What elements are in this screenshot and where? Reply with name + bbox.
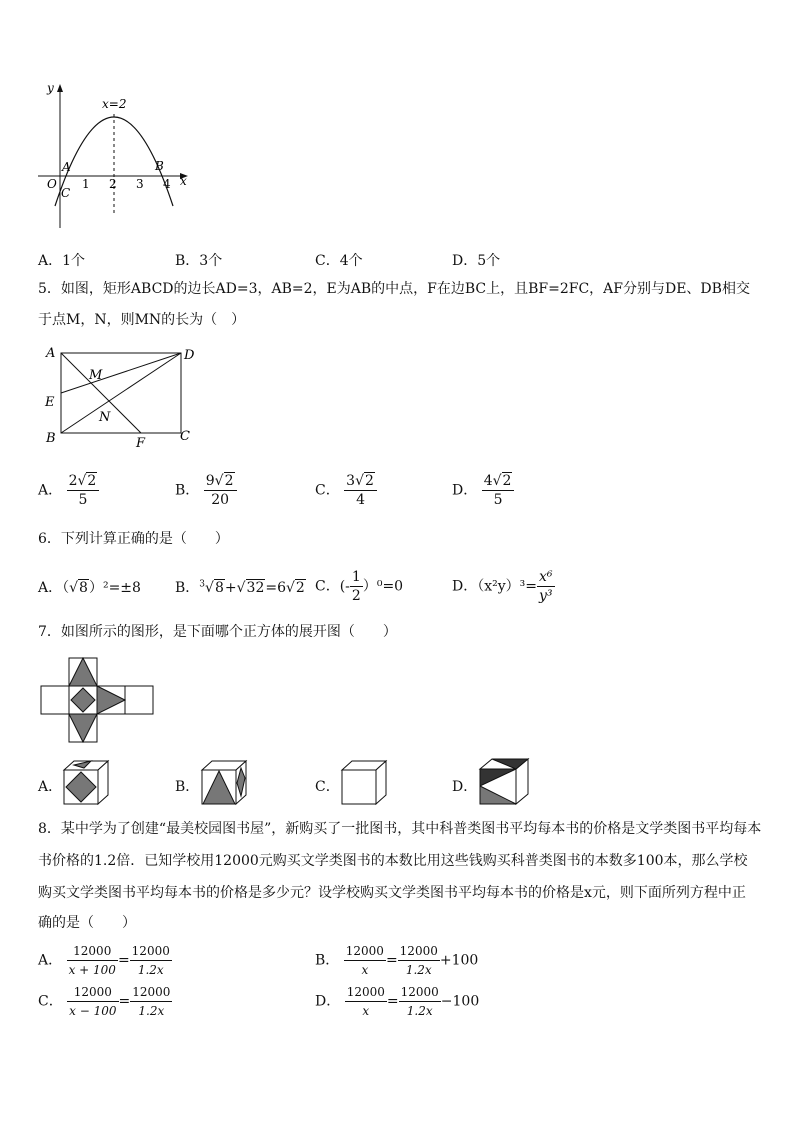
tick-1: 1	[82, 177, 90, 191]
fraction	[537, 568, 555, 605]
label-c: C	[180, 429, 190, 444]
q4-option-d[interactable]	[452, 250, 500, 270]
numerator: 12000	[130, 942, 172, 961]
q6-option-a[interactable]: A．（√8）²=±8	[38, 580, 141, 596]
q8-option-b[interactable]	[315, 942, 478, 979]
coefficient: 2	[68, 473, 78, 489]
q7-option-b-label[interactable]: B．	[175, 779, 200, 795]
numerator: 12000	[344, 942, 386, 961]
q5-option-a[interactable]	[38, 472, 99, 509]
label-f: F	[136, 436, 146, 451]
option-text: 5个	[477, 253, 501, 269]
option-letter: A．	[38, 482, 63, 499]
cube-option-d[interactable]	[476, 756, 534, 808]
radicand: 2	[502, 473, 512, 489]
radicand: 2	[224, 473, 234, 489]
fraction: $\frac{4√2}{5}$	[482, 472, 515, 509]
q4-option-a[interactable]	[38, 250, 85, 270]
coefficient: 3	[346, 473, 356, 489]
fraction-right	[399, 983, 441, 1020]
q7-option-d-label[interactable]: D．	[452, 779, 478, 795]
numerator: 12000	[399, 983, 441, 1002]
q8-question-line-4: 确的是（ ）	[38, 915, 136, 931]
symmetry-label: x=2	[102, 97, 127, 111]
expression-tail: ）⁰=0	[362, 578, 404, 595]
cube-option-b[interactable]	[198, 758, 250, 808]
q7-option-c-label[interactable]: C．	[315, 779, 340, 795]
expression-head: （x²y）³=	[477, 578, 537, 595]
denominator: 5	[493, 492, 503, 508]
equals-sign: =	[117, 952, 130, 969]
radicand: 8	[79, 580, 88, 596]
plus-sign: +	[224, 580, 237, 596]
fraction: $\frac{9√2}{20}$	[204, 472, 237, 509]
denominator: 1.2x	[405, 963, 432, 977]
radicand: 2	[365, 473, 374, 489]
q6-option-c[interactable]	[315, 568, 403, 605]
denominator: 4	[356, 492, 366, 508]
cube-option-c[interactable]	[338, 758, 390, 808]
numerator: 12000	[130, 983, 172, 1002]
fraction-left	[345, 983, 387, 1020]
q7-question-text: 7．如图所示的图形，是下面哪个正方体的展开图（ ）	[38, 624, 397, 640]
option-letter: C．	[315, 578, 340, 595]
fraction-left	[67, 983, 118, 1020]
radicand: 2	[295, 580, 305, 596]
option-letter: B．	[175, 482, 200, 499]
numerator: 12000	[67, 942, 118, 961]
fraction: $\frac{2√2}{5}$	[67, 472, 100, 509]
open-paren: (-	[339, 578, 350, 595]
option-letter: C．	[315, 253, 340, 269]
net-square-far-right	[125, 686, 153, 714]
q8-question-line-1: 8．某中学为了创建“最美校园图书屋”，新购买了一批图书，其中科普类图书平均每本书的价格是文学类图书平均每本	[38, 821, 762, 837]
denominator: 1.2x	[137, 963, 164, 977]
label-n: N	[99, 410, 111, 425]
option-letter: D．	[452, 482, 478, 499]
label-a: A	[46, 346, 56, 361]
label-m: M	[89, 368, 103, 383]
cube-net-figure	[36, 655, 158, 747]
label-d: D	[184, 348, 195, 363]
option-letter: A．	[38, 253, 63, 269]
numerator: x⁶	[537, 568, 555, 587]
option-letter: C．	[315, 482, 340, 499]
option-letter: C．	[38, 993, 63, 1010]
equals-value: =6	[265, 580, 286, 596]
option-letter: B．	[175, 580, 200, 596]
q8-option-c[interactable]	[38, 983, 172, 1020]
fraction-right	[398, 942, 440, 979]
fraction-right	[130, 983, 172, 1020]
q6-option-d[interactable]	[452, 568, 555, 605]
label-e: E	[45, 395, 55, 410]
denominator: x	[361, 963, 369, 977]
denominator: x + 100	[68, 963, 116, 977]
fraction: $\frac{3√2}{4}$	[344, 472, 377, 509]
option-letter: B．	[175, 253, 200, 269]
radicand: 2	[87, 473, 97, 489]
option-letter: D．	[452, 578, 478, 595]
denominator: y³	[539, 588, 553, 604]
coefficient: 4	[483, 473, 493, 489]
option-letter: A．	[38, 580, 63, 596]
y-label: y	[47, 81, 54, 95]
fraction-right	[130, 942, 172, 979]
numerator: 12000	[345, 983, 387, 1002]
numerator: 12000	[398, 942, 440, 961]
denominator: 2	[351, 588, 361, 604]
q5-option-d[interactable]	[452, 472, 514, 509]
radicand: 8	[214, 580, 224, 596]
rectangle-figure	[40, 340, 210, 452]
label-b: B	[46, 431, 56, 446]
numerator: 1	[351, 569, 361, 585]
root-index: 3	[199, 579, 206, 590]
denominator: 5	[78, 492, 88, 508]
q4-option-b[interactable]	[175, 250, 222, 270]
tick-3: 3	[136, 177, 144, 191]
segment-db	[61, 353, 181, 433]
q6-option-b[interactable]: B．$^3$√8+√32=6√2	[175, 579, 305, 596]
option-letter: D．	[315, 993, 341, 1010]
expression-tail: +100	[439, 952, 479, 969]
option-letter: D．	[452, 253, 478, 269]
fraction-left	[67, 942, 118, 979]
option-letter: A．	[38, 952, 63, 969]
option-text: 3个	[199, 253, 223, 269]
cube-option-a[interactable]	[60, 758, 112, 808]
q5-question-text: 5．如图，矩形ABCD的边长AD=3，AB=2，E为AB的中点，F在边BC上，且BF=2FC，AF分别与DE、DB相交于点M，N，则MN的长为（ ）	[38, 281, 750, 328]
point-b-label: B	[155, 159, 164, 173]
q8-option-a[interactable]	[38, 942, 172, 979]
y-axis-arrow	[57, 84, 63, 92]
q8-option-d[interactable]	[315, 983, 479, 1020]
denominator: x	[362, 1004, 370, 1018]
coefficient: 9	[205, 473, 215, 489]
q4-option-c[interactable]	[315, 250, 363, 270]
tick-4: 4	[163, 177, 171, 191]
q6-question-text: 6．下列计算正确的是（ ）	[38, 531, 229, 547]
parabola-graph	[30, 78, 200, 238]
fraction-left	[344, 942, 386, 979]
tick-2: 2	[109, 177, 117, 191]
equals-sign: =	[118, 993, 131, 1010]
open-paren: （	[62, 580, 70, 596]
denominator: 1.2x	[406, 1004, 433, 1018]
origin-label: O	[47, 177, 57, 191]
expression-tail: ）²=±8	[88, 580, 141, 596]
q5-option-c[interactable]	[315, 472, 377, 509]
segment-de	[61, 353, 181, 393]
q8-question-line-3: 购买文学类图书平均每本书的价格是多少元？设学校购买文学类图书平均每本书的价格是x元，则下面所列方程中正	[38, 885, 746, 901]
numerator: 12000	[67, 983, 118, 1002]
fraction	[350, 568, 363, 605]
radicand: 32	[246, 580, 265, 596]
point-a-label: A	[62, 160, 71, 174]
q8-question-line-2: 书价格的1.2倍．已知学校用12000元购买文学类图书的本数比用这些钱购买科普类图书的本数多100本，那么学校	[38, 853, 748, 869]
equals-sign: =	[385, 952, 398, 969]
denominator: 1.2x	[138, 1004, 165, 1018]
denominator: 20	[211, 492, 230, 508]
q5-option-b[interactable]	[175, 472, 237, 509]
option-text: 4个	[339, 253, 363, 269]
expression-tail: −100	[440, 993, 480, 1010]
net-square-left	[41, 686, 69, 714]
denominator: x − 100	[69, 1004, 117, 1018]
point-c-label: C	[61, 186, 71, 200]
q7-option-a-label[interactable]: A．	[38, 779, 63, 795]
option-letter: B．	[315, 952, 340, 969]
x-label: x	[180, 174, 187, 188]
option-text: 1个	[62, 253, 86, 269]
equals-sign: =	[386, 993, 399, 1010]
